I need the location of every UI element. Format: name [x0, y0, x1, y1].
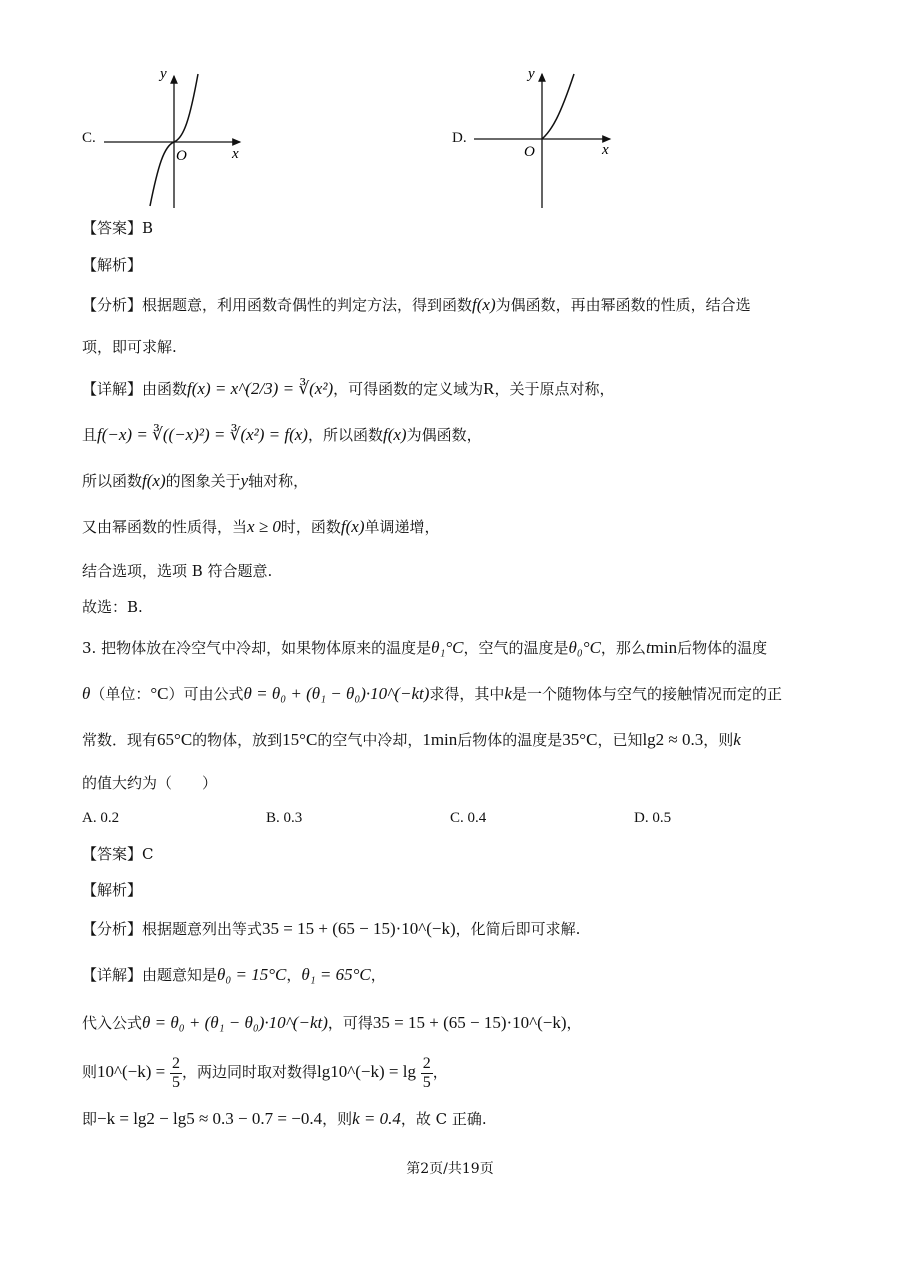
graph-c-origin: O — [176, 148, 187, 164]
q3-statement-4: 的值大约为（ ） — [82, 774, 218, 792]
option-d-label: D. — [452, 130, 467, 146]
q3-option-a: A. 0.2 — [82, 810, 120, 826]
q3-statement-3: 常数．现有65°C的物体，放到15°C的空气中冷却，1min后物体的温度是35°C，已知lg2 ≈ 0.3，则k — [82, 730, 741, 749]
graph-d — [470, 66, 620, 211]
q2-combine-line: 结合选项，选项 B 符合题意. — [82, 562, 273, 580]
q3-answer: 【答案】C — [82, 845, 154, 863]
graph-c — [100, 66, 250, 211]
q3-option-d: D. 0.5 — [634, 810, 672, 826]
q3-then-line: 则10^(−k) = $\frac{2}{5}$ ，两边同时取对数得lg10^(−k) = lg $\frac{2}{5}$ ， — [82, 1054, 448, 1091]
q3-analysis-heading: 【解析】 — [82, 881, 143, 899]
q3-final-line: 即−k = lg2 − lg5 ≈ 0.3 − 0.7 = −0.4，则k = 0.4，故 C 正确. — [82, 1109, 487, 1128]
fraction-two-fifths: $\frac{2}{5}$ — [172, 1054, 181, 1091]
q2-fenxi: 【分析】根据题意，利用函数奇偶性的判定方法，得到函数f(x)为偶函数，再由幂函数的性质，结合选 — [82, 295, 751, 314]
page-footer: 第2页/共19页 — [406, 1161, 494, 1177]
graph-d-curve — [542, 74, 574, 139]
q2-choose-line: 故选：B. — [82, 598, 143, 616]
q2-monotone-line: 又由幂函数的性质得，当x ≥ 0时，函数f(x)单调递增， — [82, 517, 440, 536]
q3-fenxi: 【分析】根据题意列出等式35 = 15 + (65 − 15)·10^(−k)，化简后即可求解. — [82, 919, 581, 938]
q3-detail: 【详解】由题意知是θ₀ = 15°C，θ₁ = 65°C， — [82, 965, 386, 984]
fraction-two-fifths-log: $\frac{2}{5}$ — [422, 1054, 431, 1091]
q3-statement-1: 3. 把物体放在冷空气中冷却，如果物体原来的温度是θ₁°C，空气的温度是θ₀°C，那么tmin后物体的温度 — [82, 638, 768, 657]
graph-c-x-label: x — [232, 146, 239, 162]
q2-symmetry-line: 所以函数f(x)的图象关于y轴对称， — [82, 471, 309, 490]
q3-option-c: C. 0.4 — [450, 810, 487, 826]
graph-d-origin: O — [524, 144, 535, 160]
graph-d-y-label: y — [528, 66, 535, 82]
q2-even-line: 且f(−x) = ∛((−x)²) = ∛(x²) = f(x)，所以函数f(x)为偶函数， — [82, 425, 482, 444]
graph-c-y-label: y — [160, 66, 167, 82]
graph-d-x-label: x — [602, 142, 609, 158]
q3-statement-2: θ（单位：°C）可由公式θ = θ₀ + (θ₁ − θ₀)·10^(−kt)求得，其中k是一个随物体与空气的接触情况而定的正 — [82, 684, 782, 703]
q2-detail: 【详解】由函数f(x) = x^(2/3) = ∛(x²)，可得函数的定义域为R，关于原点对称， — [82, 379, 615, 398]
q2-analysis-heading: 【解析】 — [82, 256, 143, 274]
q3-option-b: B. 0.3 — [266, 810, 303, 826]
q3-substitute: 代入公式θ = θ₀ + (θ₁ − θ₀)·10^(−kt)，可得35 = 15 + (65 − 15)·10^(−k)， — [82, 1013, 582, 1032]
q2-answer: 【答案】B — [82, 219, 154, 237]
q2-fenxi-cont: 项，即可求解. — [82, 338, 177, 356]
option-c-label: C. — [82, 130, 96, 146]
